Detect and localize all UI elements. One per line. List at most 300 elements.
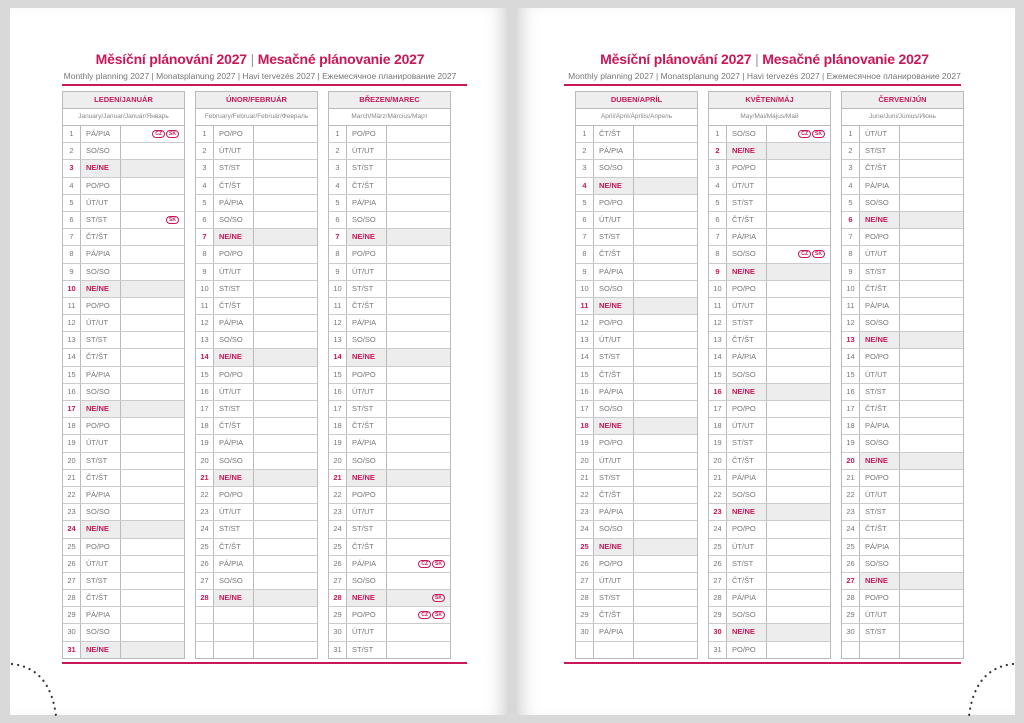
day-row[interactable]: [576, 212, 697, 229]
note-cell[interactable]: [900, 195, 963, 211]
note-cell[interactable]: [254, 160, 317, 176]
note-cell[interactable]: [387, 349, 450, 365]
day-row[interactable]: [63, 435, 184, 452]
note-cell[interactable]: [767, 590, 830, 606]
note-cell[interactable]: [767, 384, 830, 400]
note-cell[interactable]: [634, 504, 697, 520]
note-cell[interactable]: [634, 160, 697, 176]
note-cell[interactable]: [634, 229, 697, 245]
day-row[interactable]: [576, 332, 697, 349]
day-row[interactable]: [329, 264, 450, 281]
note-cell[interactable]: [254, 126, 317, 142]
note-cell[interactable]: [121, 470, 184, 486]
note-cell[interactable]: [387, 487, 450, 503]
day-row[interactable]: [196, 435, 317, 452]
day-row[interactable]: [196, 367, 317, 384]
note-cell[interactable]: [387, 298, 450, 314]
note-cell[interactable]: [387, 590, 450, 606]
day-row[interactable]: [709, 607, 830, 624]
note-cell[interactable]: [900, 212, 963, 228]
note-cell[interactable]: [900, 401, 963, 417]
note-cell[interactable]: [121, 521, 184, 537]
note-cell[interactable]: [121, 367, 184, 383]
day-row[interactable]: [63, 246, 184, 263]
note-cell[interactable]: [634, 332, 697, 348]
day-row[interactable]: [63, 384, 184, 401]
day-row[interactable]: [842, 470, 963, 487]
note-cell[interactable]: [767, 556, 830, 572]
day-row[interactable]: [842, 143, 963, 160]
day-row[interactable]: [576, 315, 697, 332]
day-row[interactable]: [196, 281, 317, 298]
note-cell[interactable]: [121, 573, 184, 589]
note-cell[interactable]: [634, 470, 697, 486]
day-row[interactable]: [709, 418, 830, 435]
note-cell[interactable]: [900, 160, 963, 176]
day-row[interactable]: [576, 401, 697, 418]
day-row[interactable]: [842, 624, 963, 641]
note-cell[interactable]: [121, 504, 184, 520]
note-cell[interactable]: [254, 315, 317, 331]
day-row[interactable]: [329, 126, 450, 143]
day-row[interactable]: [576, 590, 697, 607]
day-row[interactable]: [709, 470, 830, 487]
day-row[interactable]: [329, 246, 450, 263]
note-cell[interactable]: [254, 229, 317, 245]
day-row[interactable]: [196, 504, 317, 521]
note-cell[interactable]: [634, 624, 697, 640]
note-cell[interactable]: [634, 126, 697, 142]
day-row[interactable]: [196, 487, 317, 504]
day-row[interactable]: [329, 195, 450, 212]
day-row[interactable]: [329, 470, 450, 487]
day-row[interactable]: [709, 281, 830, 298]
note-cell[interactable]: [121, 212, 184, 228]
day-row[interactable]: [63, 504, 184, 521]
note-cell[interactable]: [254, 418, 317, 434]
note-cell[interactable]: [634, 315, 697, 331]
note-cell[interactable]: [121, 556, 184, 572]
day-row[interactable]: [329, 401, 450, 418]
day-row[interactable]: [576, 504, 697, 521]
day-row[interactable]: [63, 453, 184, 470]
note-cell[interactable]: [767, 332, 830, 348]
day-row[interactable]: [709, 212, 830, 229]
note-cell[interactable]: [900, 453, 963, 469]
day-row[interactable]: [196, 556, 317, 573]
day-row[interactable]: [709, 332, 830, 349]
day-row[interactable]: [576, 367, 697, 384]
note-cell[interactable]: [121, 264, 184, 280]
note-cell[interactable]: [767, 160, 830, 176]
day-row[interactable]: [576, 487, 697, 504]
day-row[interactable]: [842, 315, 963, 332]
day-row[interactable]: [329, 642, 450, 658]
note-cell[interactable]: [254, 298, 317, 314]
note-cell[interactable]: [634, 607, 697, 623]
day-row[interactable]: [576, 384, 697, 401]
note-cell[interactable]: [767, 264, 830, 280]
note-cell[interactable]: [634, 521, 697, 537]
note-cell[interactable]: [634, 556, 697, 572]
note-cell[interactable]: [900, 315, 963, 331]
day-row[interactable]: [576, 126, 697, 143]
note-cell[interactable]: [634, 590, 697, 606]
note-cell[interactable]: [900, 126, 963, 142]
day-row[interactable]: [196, 590, 317, 607]
note-cell[interactable]: [254, 143, 317, 159]
note-cell[interactable]: [634, 281, 697, 297]
note-cell[interactable]: [387, 573, 450, 589]
note-cell[interactable]: [254, 332, 317, 348]
day-row[interactable]: [842, 453, 963, 470]
note-cell[interactable]: [121, 126, 184, 142]
day-row[interactable]: [709, 229, 830, 246]
day-row[interactable]: [196, 178, 317, 195]
note-cell[interactable]: [387, 126, 450, 142]
note-cell[interactable]: [900, 384, 963, 400]
day-row[interactable]: [329, 607, 450, 624]
note-cell[interactable]: [767, 435, 830, 451]
day-row[interactable]: [709, 160, 830, 177]
day-row[interactable]: [63, 195, 184, 212]
note-cell[interactable]: [121, 229, 184, 245]
note-cell[interactable]: [121, 453, 184, 469]
day-row[interactable]: [842, 367, 963, 384]
day-row[interactable]: [196, 264, 317, 281]
day-row[interactable]: [329, 521, 450, 538]
day-row[interactable]: [709, 126, 830, 143]
day-row[interactable]: [842, 539, 963, 556]
day-row[interactable]: [576, 470, 697, 487]
day-row[interactable]: [63, 229, 184, 246]
note-cell[interactable]: [121, 143, 184, 159]
note-cell[interactable]: [387, 332, 450, 348]
day-row[interactable]: [63, 281, 184, 298]
note-cell[interactable]: [387, 521, 450, 537]
day-row[interactable]: [576, 178, 697, 195]
day-row[interactable]: [842, 281, 963, 298]
day-row[interactable]: [842, 195, 963, 212]
note-cell[interactable]: [121, 624, 184, 640]
day-row[interactable]: [576, 418, 697, 435]
note-cell[interactable]: [900, 435, 963, 451]
note-cell[interactable]: [634, 539, 697, 555]
day-row[interactable]: [576, 281, 697, 298]
day-row[interactable]: [329, 143, 450, 160]
day-row[interactable]: [576, 143, 697, 160]
day-row[interactable]: [709, 435, 830, 452]
day-row[interactable]: [576, 264, 697, 281]
note-cell[interactable]: [387, 435, 450, 451]
note-cell[interactable]: [121, 281, 184, 297]
day-row[interactable]: [709, 590, 830, 607]
note-cell[interactable]: [254, 590, 317, 606]
note-cell[interactable]: [254, 539, 317, 555]
day-row[interactable]: [842, 126, 963, 143]
day-row[interactable]: [196, 229, 317, 246]
day-row[interactable]: [329, 229, 450, 246]
day-row[interactable]: [576, 160, 697, 177]
day-row[interactable]: [329, 556, 450, 573]
note-cell[interactable]: [900, 298, 963, 314]
day-row[interactable]: [842, 435, 963, 452]
note-cell[interactable]: [387, 229, 450, 245]
note-cell[interactable]: [121, 246, 184, 262]
note-cell[interactable]: [634, 384, 697, 400]
day-row[interactable]: [709, 264, 830, 281]
day-row[interactable]: [63, 367, 184, 384]
day-row[interactable]: [709, 195, 830, 212]
day-row[interactable]: [576, 435, 697, 452]
note-cell[interactable]: [387, 607, 450, 623]
note-cell[interactable]: [900, 264, 963, 280]
note-cell[interactable]: [254, 178, 317, 194]
day-row[interactable]: [63, 126, 184, 143]
note-cell[interactable]: [387, 556, 450, 572]
note-cell[interactable]: [767, 178, 830, 194]
day-row[interactable]: [576, 195, 697, 212]
note-cell[interactable]: [121, 418, 184, 434]
note-cell[interactable]: [634, 435, 697, 451]
day-row[interactable]: [842, 349, 963, 366]
note-cell[interactable]: [634, 367, 697, 383]
day-row[interactable]: [709, 504, 830, 521]
day-row[interactable]: [842, 607, 963, 624]
day-row[interactable]: [196, 521, 317, 538]
day-row[interactable]: [576, 246, 697, 263]
day-row[interactable]: [329, 418, 450, 435]
day-row[interactable]: [63, 349, 184, 366]
note-cell[interactable]: [900, 504, 963, 520]
note-cell[interactable]: [767, 315, 830, 331]
note-cell[interactable]: [387, 315, 450, 331]
day-row[interactable]: [576, 453, 697, 470]
note-cell[interactable]: [900, 367, 963, 383]
note-cell[interactable]: [767, 453, 830, 469]
day-row[interactable]: [842, 332, 963, 349]
day-row[interactable]: [63, 401, 184, 418]
day-row[interactable]: [196, 384, 317, 401]
day-row[interactable]: [196, 246, 317, 263]
day-row[interactable]: [576, 349, 697, 366]
note-cell[interactable]: [634, 487, 697, 503]
day-row[interactable]: [709, 384, 830, 401]
day-row[interactable]: [329, 349, 450, 366]
day-row[interactable]: [576, 229, 697, 246]
day-row[interactable]: [196, 126, 317, 143]
note-cell[interactable]: [767, 470, 830, 486]
note-cell[interactable]: [767, 229, 830, 245]
note-cell[interactable]: [900, 539, 963, 555]
note-cell[interactable]: [254, 246, 317, 262]
note-cell[interactable]: [900, 418, 963, 434]
note-cell[interactable]: [900, 229, 963, 245]
day-row[interactable]: [709, 521, 830, 538]
day-row[interactable]: [842, 212, 963, 229]
note-cell[interactable]: [767, 143, 830, 159]
day-row[interactable]: [842, 504, 963, 521]
day-row[interactable]: [196, 332, 317, 349]
note-cell[interactable]: [387, 384, 450, 400]
note-cell[interactable]: [254, 367, 317, 383]
note-cell[interactable]: [900, 143, 963, 159]
day-row[interactable]: [842, 521, 963, 538]
day-row[interactable]: [576, 573, 697, 590]
day-row[interactable]: [63, 607, 184, 624]
day-row[interactable]: [63, 573, 184, 590]
note-cell[interactable]: [767, 246, 830, 262]
note-cell[interactable]: [387, 504, 450, 520]
day-row[interactable]: [63, 590, 184, 607]
day-row[interactable]: [63, 178, 184, 195]
note-cell[interactable]: [387, 212, 450, 228]
note-cell[interactable]: [767, 281, 830, 297]
note-cell[interactable]: [767, 504, 830, 520]
day-row[interactable]: [709, 556, 830, 573]
day-row[interactable]: [709, 642, 830, 658]
day-row[interactable]: [709, 178, 830, 195]
day-row[interactable]: [329, 504, 450, 521]
day-row[interactable]: [329, 384, 450, 401]
day-row[interactable]: [576, 556, 697, 573]
note-cell[interactable]: [634, 212, 697, 228]
note-cell[interactable]: [634, 264, 697, 280]
note-cell[interactable]: [767, 195, 830, 211]
day-row[interactable]: [842, 229, 963, 246]
note-cell[interactable]: [767, 607, 830, 623]
day-row[interactable]: [63, 624, 184, 641]
note-cell[interactable]: [254, 281, 317, 297]
day-row[interactable]: [63, 470, 184, 487]
day-row[interactable]: [63, 264, 184, 281]
note-cell[interactable]: [254, 349, 317, 365]
note-cell[interactable]: [387, 367, 450, 383]
note-cell[interactable]: [387, 401, 450, 417]
day-row[interactable]: [329, 298, 450, 315]
day-row[interactable]: [329, 487, 450, 504]
note-cell[interactable]: [387, 143, 450, 159]
day-row[interactable]: [63, 212, 184, 229]
day-row[interactable]: [709, 143, 830, 160]
note-cell[interactable]: [634, 453, 697, 469]
day-row[interactable]: [842, 487, 963, 504]
day-row[interactable]: [63, 143, 184, 160]
note-cell[interactable]: [121, 315, 184, 331]
note-cell[interactable]: [900, 487, 963, 503]
note-cell[interactable]: [900, 556, 963, 572]
note-cell[interactable]: [634, 298, 697, 314]
note-cell[interactable]: [900, 470, 963, 486]
day-row[interactable]: [196, 298, 317, 315]
note-cell[interactable]: [121, 332, 184, 348]
note-cell[interactable]: [900, 332, 963, 348]
day-row[interactable]: [842, 298, 963, 315]
note-cell[interactable]: [387, 178, 450, 194]
day-row[interactable]: [709, 349, 830, 366]
note-cell[interactable]: [121, 435, 184, 451]
day-row[interactable]: [576, 521, 697, 538]
day-row[interactable]: [196, 418, 317, 435]
note-cell[interactable]: [121, 298, 184, 314]
note-cell[interactable]: [387, 453, 450, 469]
note-cell[interactable]: [634, 401, 697, 417]
day-row[interactable]: [709, 573, 830, 590]
day-row[interactable]: [63, 642, 184, 658]
note-cell[interactable]: [387, 264, 450, 280]
day-row[interactable]: [196, 195, 317, 212]
day-row[interactable]: [709, 624, 830, 641]
day-row[interactable]: [842, 590, 963, 607]
note-cell[interactable]: [767, 401, 830, 417]
day-row[interactable]: [329, 178, 450, 195]
note-cell[interactable]: [254, 264, 317, 280]
note-cell[interactable]: [634, 195, 697, 211]
note-cell[interactable]: [121, 487, 184, 503]
note-cell[interactable]: [254, 212, 317, 228]
note-cell[interactable]: [387, 246, 450, 262]
note-cell[interactable]: [254, 521, 317, 537]
day-row[interactable]: [329, 160, 450, 177]
day-row[interactable]: [329, 539, 450, 556]
note-cell[interactable]: [767, 418, 830, 434]
day-row[interactable]: [329, 624, 450, 641]
day-row[interactable]: [709, 246, 830, 263]
note-cell[interactable]: [121, 160, 184, 176]
note-cell[interactable]: [387, 418, 450, 434]
note-cell[interactable]: [254, 435, 317, 451]
note-cell[interactable]: [387, 539, 450, 555]
note-cell[interactable]: [900, 624, 963, 640]
note-cell[interactable]: [121, 349, 184, 365]
day-row[interactable]: [709, 453, 830, 470]
note-cell[interactable]: [634, 143, 697, 159]
day-row[interactable]: [709, 487, 830, 504]
note-cell[interactable]: [254, 453, 317, 469]
note-cell[interactable]: [767, 521, 830, 537]
note-cell[interactable]: [767, 349, 830, 365]
note-cell[interactable]: [387, 642, 450, 658]
note-cell[interactable]: [767, 642, 830, 658]
note-cell[interactable]: [767, 573, 830, 589]
note-cell[interactable]: [900, 521, 963, 537]
day-row[interactable]: [842, 246, 963, 263]
day-row[interactable]: [842, 178, 963, 195]
note-cell[interactable]: [121, 401, 184, 417]
day-row[interactable]: [709, 401, 830, 418]
day-row[interactable]: [709, 367, 830, 384]
note-cell[interactable]: [634, 246, 697, 262]
note-cell[interactable]: [121, 384, 184, 400]
day-row[interactable]: [329, 212, 450, 229]
note-cell[interactable]: [767, 624, 830, 640]
note-cell[interactable]: [254, 487, 317, 503]
day-row[interactable]: [329, 281, 450, 298]
day-row[interactable]: [842, 418, 963, 435]
day-row[interactable]: [842, 556, 963, 573]
day-row[interactable]: [196, 401, 317, 418]
day-row[interactable]: [842, 384, 963, 401]
note-cell[interactable]: [121, 607, 184, 623]
day-row[interactable]: [196, 470, 317, 487]
note-cell[interactable]: [254, 573, 317, 589]
day-row[interactable]: [842, 573, 963, 590]
day-row[interactable]: [329, 590, 450, 607]
day-row[interactable]: [196, 349, 317, 366]
note-cell[interactable]: [900, 607, 963, 623]
day-row[interactable]: [63, 298, 184, 315]
note-cell[interactable]: [767, 298, 830, 314]
